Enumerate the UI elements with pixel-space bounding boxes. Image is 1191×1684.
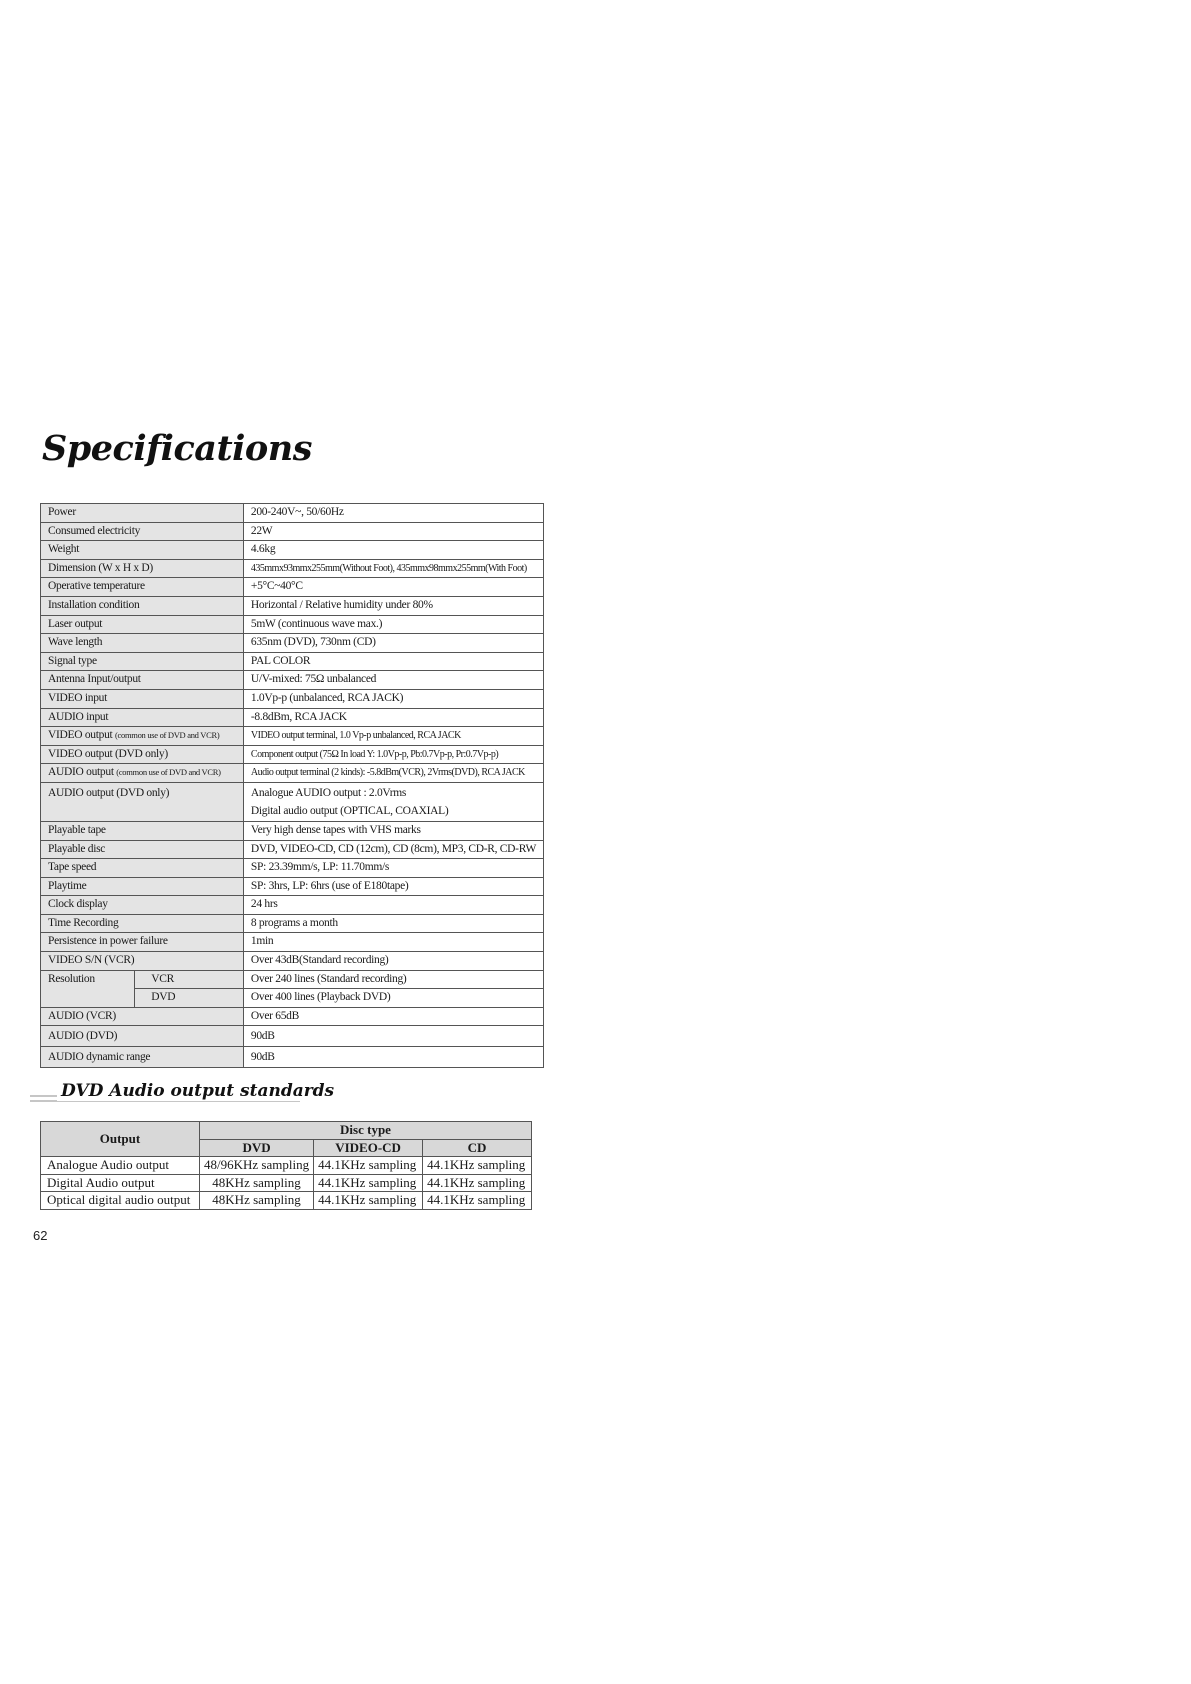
spec-label: Wave length bbox=[41, 634, 244, 653]
table-row bbox=[41, 504, 544, 523]
table-row bbox=[41, 933, 544, 952]
table-row bbox=[41, 1047, 544, 1068]
spec-value: Horizontal / Relative humidity under 80% bbox=[243, 596, 543, 615]
spec-label: VIDEO output (DVD only) bbox=[41, 745, 244, 764]
spec-label: Playtime bbox=[41, 877, 244, 896]
spec-label: AUDIO output (DVD only) bbox=[41, 782, 244, 821]
column-header: CD bbox=[423, 1139, 532, 1157]
spec-label: Signal type bbox=[41, 652, 244, 671]
table-row bbox=[41, 1157, 532, 1175]
spec-value: 435mmx93mmx255mm(Without Foot), 435mmx98mmx255mm(With Foot) bbox=[243, 559, 543, 578]
spec-label: VIDEO S/N (VCR) bbox=[41, 952, 244, 971]
spec-label: Time Recording bbox=[41, 914, 244, 933]
spec-value: -8.8dBm, RCA JACK bbox=[243, 708, 543, 727]
spec-value: 200-240V~, 50/60Hz bbox=[243, 504, 543, 523]
spec-label: AUDIO (VCR) bbox=[41, 1007, 244, 1026]
table-row bbox=[41, 689, 544, 708]
spec-label: Dimension (W x H x D) bbox=[41, 559, 244, 578]
table-row bbox=[41, 877, 544, 896]
spec-value: 1min bbox=[243, 933, 543, 952]
spec-label: Playable tape bbox=[41, 821, 244, 840]
spec-value: SP: 23.39mm/s, LP: 11.70mm/s bbox=[243, 859, 543, 878]
spec-label: AUDIO (DVD) bbox=[41, 1026, 244, 1047]
spec-label: Tape speed bbox=[41, 859, 244, 878]
row-label: Digital Audio output bbox=[41, 1174, 200, 1192]
table-row bbox=[41, 859, 544, 878]
audio-standards-table bbox=[40, 1121, 532, 1210]
spec-label: Antenna Input/output bbox=[41, 671, 244, 690]
spec-label: Laser output bbox=[41, 615, 244, 634]
table-row bbox=[41, 896, 544, 915]
table-row bbox=[41, 671, 544, 690]
table-row bbox=[41, 596, 544, 615]
spec-value: Very high dense tapes with VHS marks bbox=[243, 821, 543, 840]
column-header: VIDEO-CD bbox=[314, 1139, 423, 1157]
table-row bbox=[41, 821, 544, 840]
spec-value: 4.6kg bbox=[243, 541, 543, 560]
spec-value bbox=[243, 782, 543, 821]
table-row bbox=[41, 615, 544, 634]
row-label: Analogue Audio output bbox=[41, 1157, 200, 1175]
spec-label-text: AUDIO output bbox=[48, 766, 114, 779]
page-number: 62 bbox=[33, 1228, 48, 1243]
spec-label-note: (common use of DVD and VCR) bbox=[116, 767, 221, 778]
spec-value: DVD, VIDEO-CD, CD (12cm), CD (8cm), MP3, CD-R, CD-RW bbox=[243, 840, 543, 859]
table-row bbox=[41, 652, 544, 671]
table-cell: 44.1KHz sampling bbox=[314, 1192, 423, 1210]
spec-value: Component output (75Ω In load Y: 1.0Vp-p, Pb:0.7Vp-p, Pr:0.7Vp-p) bbox=[243, 745, 543, 764]
spec-label: Persistence in power failure bbox=[41, 933, 244, 952]
spec-value: Over 240 lines (Standard recording) bbox=[243, 970, 543, 989]
spec-value: 24 hrs bbox=[243, 896, 543, 915]
specifications-table bbox=[40, 503, 544, 1068]
spec-label: VIDEO input bbox=[41, 689, 244, 708]
table-row bbox=[41, 522, 544, 541]
table-row bbox=[41, 782, 544, 821]
spec-label: AUDIO input bbox=[41, 708, 244, 727]
table-row bbox=[41, 1026, 544, 1047]
spec-label: Operative temperature bbox=[41, 578, 244, 597]
spec-value: 8 programs a month bbox=[243, 914, 543, 933]
spec-value: 90dB bbox=[243, 1026, 543, 1047]
column-header: DVD bbox=[200, 1139, 314, 1157]
table-row bbox=[41, 1174, 532, 1192]
spec-label bbox=[41, 764, 244, 783]
spec-value: Over 400 lines (Playback DVD) bbox=[243, 989, 543, 1008]
table-cell: 44.1KHz sampling bbox=[423, 1157, 532, 1175]
section-heading bbox=[30, 1080, 335, 1108]
table-row bbox=[41, 1192, 532, 1210]
table-row bbox=[41, 764, 544, 783]
table-row bbox=[41, 541, 544, 560]
table-cell: 44.1KHz sampling bbox=[423, 1174, 532, 1192]
table-cell: 48/96KHz sampling bbox=[200, 1157, 314, 1175]
table-header-row bbox=[41, 1122, 532, 1140]
table-cell: 48KHz sampling bbox=[200, 1174, 314, 1192]
table-cell: 44.1KHz sampling bbox=[423, 1192, 532, 1210]
table-row bbox=[41, 745, 544, 764]
spec-sublabel: VCR bbox=[135, 970, 244, 989]
table-row bbox=[41, 970, 544, 989]
spec-label: AUDIO dynamic range bbox=[41, 1047, 244, 1068]
table-row bbox=[41, 1007, 544, 1026]
page-title: Specifications bbox=[42, 428, 312, 469]
spec-value: 635nm (DVD), 730nm (CD) bbox=[243, 634, 543, 653]
spec-label: Playable disc bbox=[41, 840, 244, 859]
spec-value: VIDEO output terminal, 1.0 Vp-p unbalanced, RCA JACK bbox=[243, 727, 543, 746]
table-row bbox=[41, 578, 544, 597]
spec-label: Power bbox=[41, 504, 244, 523]
spec-label bbox=[41, 727, 244, 746]
table-row bbox=[41, 634, 544, 653]
table-row bbox=[41, 727, 544, 746]
spec-sublabel: DVD bbox=[135, 989, 244, 1008]
spec-value: SP: 3hrs, LP: 6hrs (use of E180tape) bbox=[243, 877, 543, 896]
table-row bbox=[41, 708, 544, 727]
spec-value: U/V-mixed: 75Ω unbalanced bbox=[243, 671, 543, 690]
spec-value: +5°C~40°C bbox=[243, 578, 543, 597]
table-row bbox=[41, 914, 544, 933]
spec-value: 1.0Vp-p (unbalanced, RCA JACK) bbox=[243, 689, 543, 708]
spec-value: Audio output terminal (2 kinds): -5.8dBm(VCR), 2Vrms(DVD), RCA JACK bbox=[243, 764, 543, 783]
column-header-disc-type: Disc type bbox=[200, 1122, 532, 1140]
section-heading-text: DVD Audio output standards bbox=[57, 1081, 338, 1101]
table-cell: 44.1KHz sampling bbox=[314, 1174, 423, 1192]
spec-label: Resolution bbox=[41, 970, 135, 1007]
spec-value-line: Digital audio output (OPTICAL, COAXIAL) bbox=[250, 804, 449, 817]
spec-value: 90dB bbox=[243, 1047, 543, 1068]
spec-label: Consumed electricity bbox=[41, 522, 244, 541]
spec-value: 5mW (continuous wave max.) bbox=[243, 615, 543, 634]
table-row bbox=[41, 559, 544, 578]
spec-value-line: Analogue AUDIO output : 2.0Vrms bbox=[250, 786, 407, 799]
spec-value: 22W bbox=[243, 522, 543, 541]
table-row bbox=[41, 840, 544, 859]
spec-label: Clock display bbox=[41, 896, 244, 915]
table-cell: 44.1KHz sampling bbox=[314, 1157, 423, 1175]
spec-value: PAL COLOR bbox=[243, 652, 543, 671]
column-header-output: Output bbox=[41, 1122, 200, 1157]
table-row bbox=[41, 952, 544, 971]
spec-label-text: VIDEO output bbox=[48, 729, 113, 742]
spec-value: Over 43dB(Standard recording) bbox=[243, 952, 543, 971]
spec-label: Weight bbox=[41, 541, 244, 560]
row-label: Optical digital audio output bbox=[41, 1192, 200, 1210]
table-cell: 48KHz sampling bbox=[200, 1192, 314, 1210]
spec-label-note: (common use of DVD and VCR) bbox=[115, 730, 220, 741]
spec-label: Installation condition bbox=[41, 596, 244, 615]
spec-value: Over 65dB bbox=[243, 1007, 543, 1026]
